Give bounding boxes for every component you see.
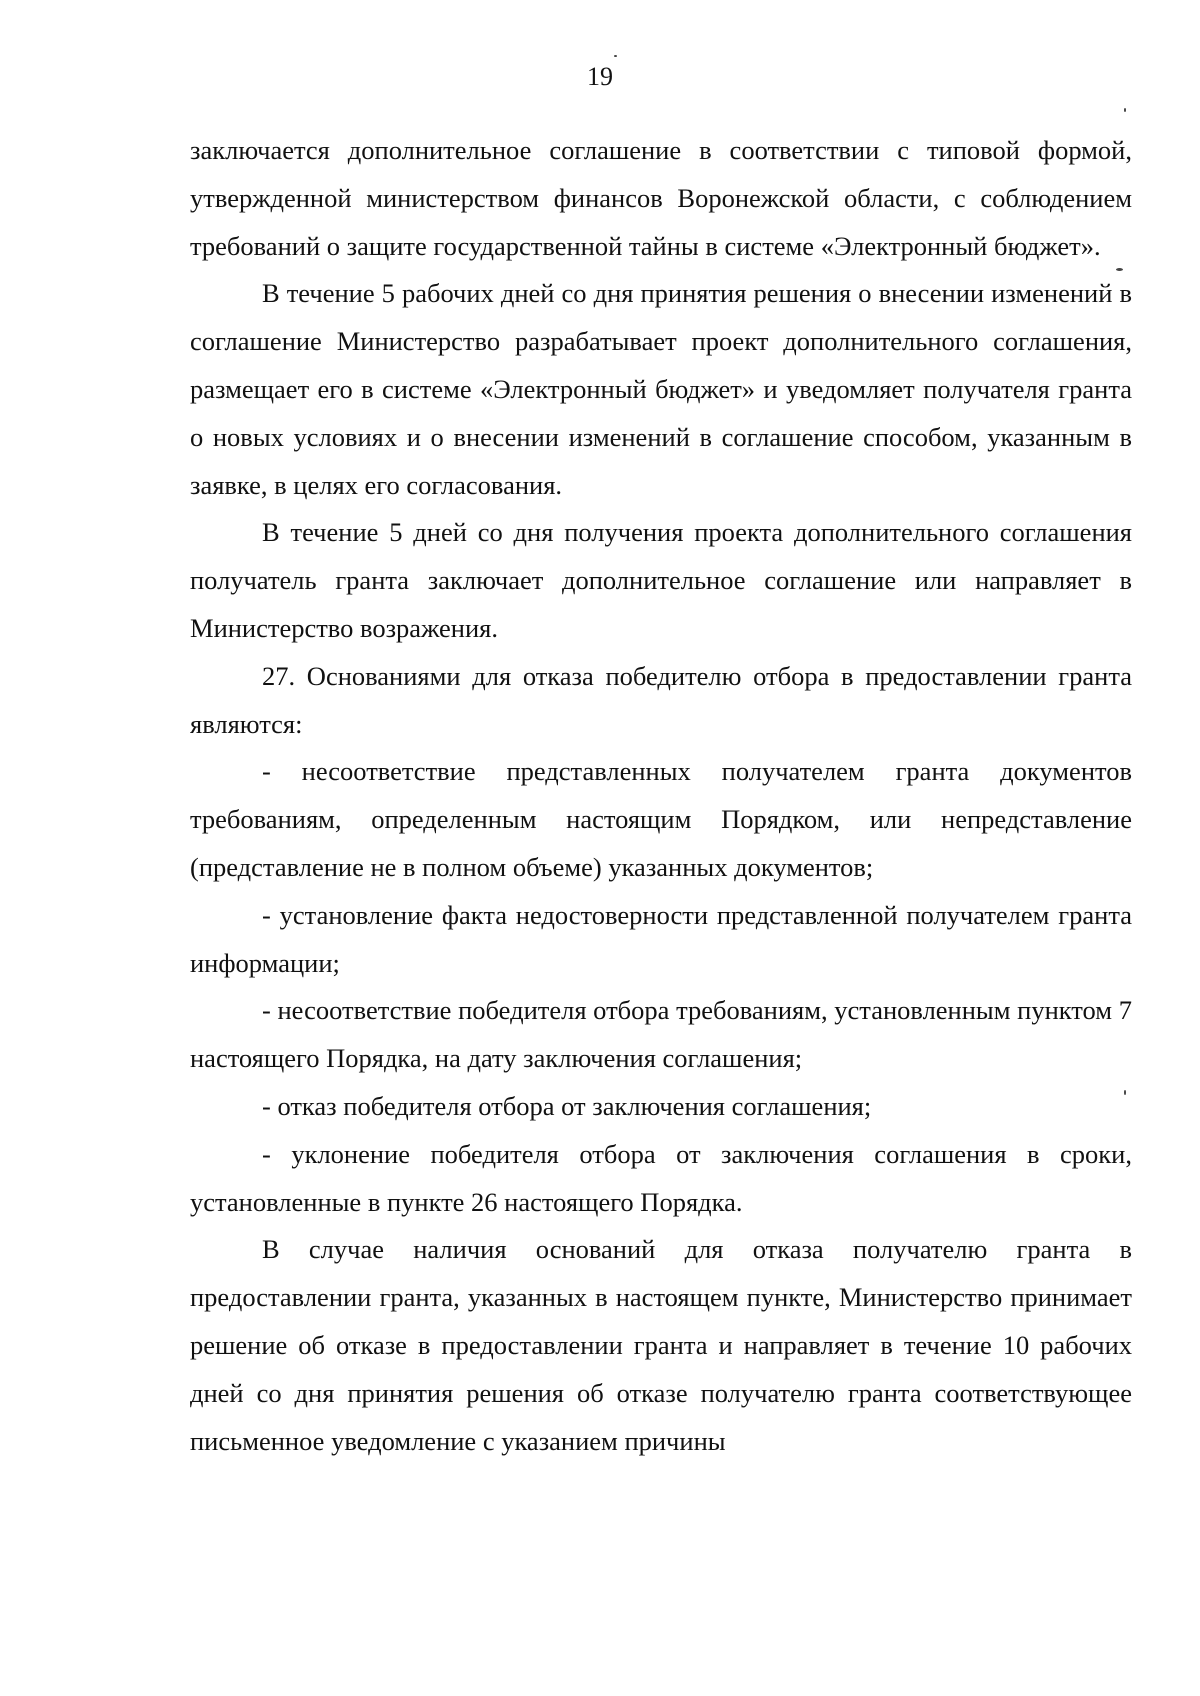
list-item: - отказ победителя отбора от заключения соглашения; [262, 1090, 872, 1121]
scan-speck [614, 55, 617, 57]
scan-speck [1124, 108, 1126, 112]
document-body [190, 127, 1132, 1465]
page-number: 19 [587, 62, 613, 91]
paragraph-item-27: 27. Основаниями для отказа победителю отбора в предоставлении гранта являются: [190, 660, 1132, 739]
list-item: - несоответствие победителя отбора требованиям, установленным пунктом 7 настоящего Порядка, на дату заключения соглашения; [190, 995, 1132, 1074]
paragraph: В течение 5 рабочих дней со дня принятия решения о внесении изменений в соглашение Министерство разрабатывает проект дополнительного соглашения, размещает его в системе «Электронный бюджет» и уведомляет получателя гранта о новых условиях и о внесении изменений в соглашение способом, указанным в заявке, в целях его согласования. [190, 278, 1132, 500]
list-item: - несоответствие представленных получателем гранта документов требованиям, определенным настоящим Порядком, или непредставление (представление не в полном объеме) указанных документов; [190, 756, 1132, 882]
paragraph-continuation: заключается дополнительное соглашение в соответствии с типовой формой, утвержденной министерством финансов Воронежской области, с соблюдением требований о защите государственной тайны в системе «Электронный бюджет». [190, 135, 1132, 261]
paragraph: В течение 5 дней со дня получения проекта дополнительного соглашения получатель гранта заключает дополнительное соглашение или направляет в Министерство возражения. [190, 517, 1132, 643]
list-item: - уклонение победителя отбора от заключения соглашения в сроки, установленные в пункте 26 настоящего Порядка. [190, 1138, 1132, 1217]
list-item: - установление факта недостоверности представленной получателем гранта информации; [190, 899, 1132, 978]
paragraph: В случае наличия оснований для отказа получателю гранта в предоставлении гранта, указанных в настоящем пункте, Министерство принимает решение об отказе в предоставлении гранта и направляет в течение 10 рабочих дней со дня принятия решения об отказе получателю гранта соответствующее письменное уведомление с указанием причины [190, 1234, 1132, 1456]
